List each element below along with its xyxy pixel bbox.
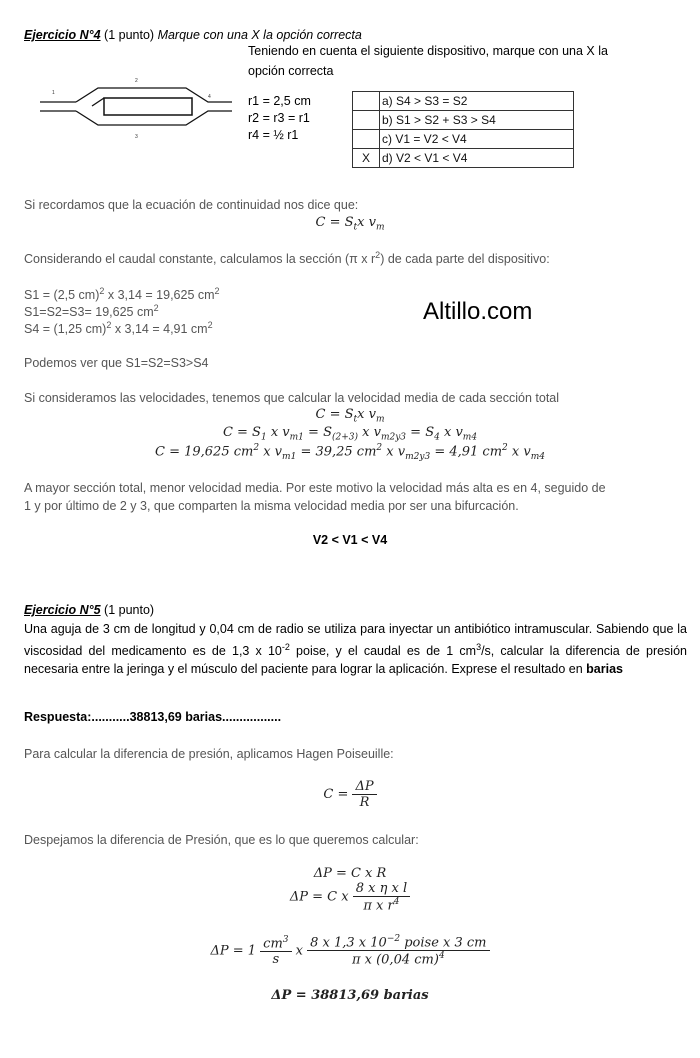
option-text: d) V2 < V1 < V4: [380, 149, 574, 168]
hagen-text: Para calcular la diferencia de presión, aplicamos Hagen Poiseuille:: [24, 747, 394, 761]
conclusion-line2: 1 y por último de 2 y 3, que comparten la misma velocidad media por ser una bifurcación.: [24, 499, 519, 513]
dp-eq-3: ΔP = 1 $\frac{cm^3}{s}$ x $\frac{8 x 1,3 x 10^{-2} poise x 3 cm}{\pi x (0,04 cm)^4}$: [0, 934, 700, 968]
velocity-eq-1: $C = S_tx$ $v_m$: [315, 407, 385, 425]
hagen-equation: C = $\frac{\Delta P}{R}$: [0, 779, 700, 810]
ex5-respuesta: Respuesta:...........38813,69 barias.................: [24, 710, 282, 724]
ex4-intro-line1: Teniendo en cuenta el siguiente dispositivo, marque con una X la: [248, 44, 608, 58]
continuity-equation: $C = S_tx$ $v_m$: [315, 215, 385, 233]
options-table: [352, 91, 574, 168]
s1-line-b: x 3,14 = 19,625 cm: [104, 288, 215, 303]
option-mark: [353, 111, 380, 130]
ex5-result: ΔP = 38813,69 barias: [271, 988, 429, 1003]
s123-line: S1=S2=S3= 19,625 $cm^2$: [24, 303, 159, 320]
radius-r1: r1 = 2,5 cm: [248, 94, 311, 108]
watermark: Altillo.com: [423, 298, 533, 325]
s1-line-a: S1 = (2,5 cm): [24, 288, 100, 303]
ex5-heading: [24, 603, 154, 617]
eq3-c: = 4,91 cm: [434, 444, 503, 460]
option-text: a) S4 > S3 = S2: [380, 92, 574, 111]
eq3-a: = 19,625 cm: [169, 444, 254, 460]
s1-line: S1 = (2,5 cm)$^2$ x 3,14 = 19,625 $cm^2$: [24, 286, 220, 303]
ex4-intro-line2: opción correcta: [248, 64, 334, 78]
diagram-label-4: 4: [208, 94, 211, 100]
ex5-title: Ejercicio N°5: [24, 603, 101, 617]
conclusion-line1: A mayor sección total, menor velocidad media. Por este motivo la velocidad más alta es en 4, seguido de: [24, 481, 606, 495]
problem-b: poise, y el caudal es de 1 cm: [289, 644, 477, 659]
ex5-problem: Una aguja de 3 cm de longitud y 0,04 cm de radio se utiliza para inyectar un antibiótico intramuscular. Sabiendo que la viscosidad del medicamento es de 1,3 x $10^{-2}$ poise, y el caudal es de 1 $cm^3/s$, calcular la diferencia de presión necesaria entre la jeringa y el músculo del paciente para lograr la aplicación. Exprese el resultado en barias: [24, 622, 687, 677]
s4-line-a: S4 = (1,25 cm): [24, 322, 107, 337]
diagram-label-3: 3: [135, 134, 138, 140]
s4-line-b: x 3,14 = 4,91 cm: [111, 322, 208, 337]
caudal-text: Considerando el caudal constante, calculamos la sección (π x $r^2$) de cada parte del dispositivo:: [24, 250, 550, 267]
despejamos-text: Despejamos la diferencia de Presión, que es lo que queremos calcular:: [24, 833, 419, 847]
compare-text: Podemos ver que S1=S2=S3>S4: [24, 356, 209, 370]
option-row: [353, 92, 574, 111]
device-diagram: [36, 74, 236, 144]
radius-r2: r2 = r3 = r1: [248, 111, 310, 125]
option-text: c) V1 = V2 < V4: [380, 130, 574, 149]
problem-c: /s, calcular la diferencia de presión necesaria entre la jeringa y el músculo del paciente para lograr la aplicación. Exprese el resultado en: [24, 644, 687, 677]
dp-eq-2: ΔP = C x $\frac{\text{8 x η x l}}{\pi x r^4}$: [0, 881, 700, 913]
option-row: [353, 149, 574, 168]
s123-line-a: S1=S2=S3= 19,625 cm: [24, 305, 154, 320]
ex4-heading: [24, 28, 362, 42]
option-row: [353, 111, 574, 130]
ex4-title: Ejercicio N°4: [24, 28, 101, 42]
ex4-answer: V2 < V1 < V4: [312, 533, 388, 547]
caudal-text-b: ) de cada parte del dispositivo:: [380, 252, 550, 267]
eq3-b: = 39,25 cm: [300, 444, 377, 460]
ex5-points: (1 punto): [104, 603, 155, 617]
option-row: [353, 130, 574, 149]
continuity-text: Si recordamos que la ecuación de continuidad nos dice que:: [24, 198, 359, 212]
velocity-eq-2: $C = S_1$ x $v_{m1} = S_{(2+3)}$ x $v_{m2y3} = S_4$ x $v_{m4}$: [222, 425, 478, 443]
ex4-instruction: Marque con una X la opción correcta: [157, 28, 362, 42]
caudal-text-a: Considerando el caudal constante, calculamos la sección (π x r: [24, 252, 376, 267]
diagram-label-1: 1: [52, 90, 55, 96]
ex4-points: (1 punto): [104, 28, 155, 42]
velocity-text: Si consideramos las velocidades, tenemos que calcular la velocidad media de cada sección total: [24, 391, 560, 405]
velocity-eq-3: C = 19,625 $cm^2$ x $v_{m1} = 39,25$ $cm^2$ x $v_{m2y3} = 4,91$ $cm^2$ x $v_{m4}$: [154, 443, 545, 462]
option-mark: [353, 92, 380, 111]
s4-line: S4 = (1,25 cm)$^2$ x 3,14 = 4,91 $cm^2$: [24, 320, 213, 337]
option-mark: [353, 130, 380, 149]
dp-eq-1: ΔP = C x R: [313, 866, 387, 881]
problem-a: Una aguja de 3 cm de longitud y 0,04 cm de radio se utiliza para inyectar un antibiótico intramuscular. Sabiendo que la viscosidad del medicamento es de 1,3 x 10: [24, 622, 687, 659]
diagram-label-2: 2: [135, 78, 138, 84]
option-mark: X: [353, 149, 380, 168]
problem-d: barias: [586, 662, 623, 677]
option-text: b) S1 > S2 + S3 > S4: [380, 111, 574, 130]
radius-r4: r4 = ½ r1: [248, 128, 299, 142]
